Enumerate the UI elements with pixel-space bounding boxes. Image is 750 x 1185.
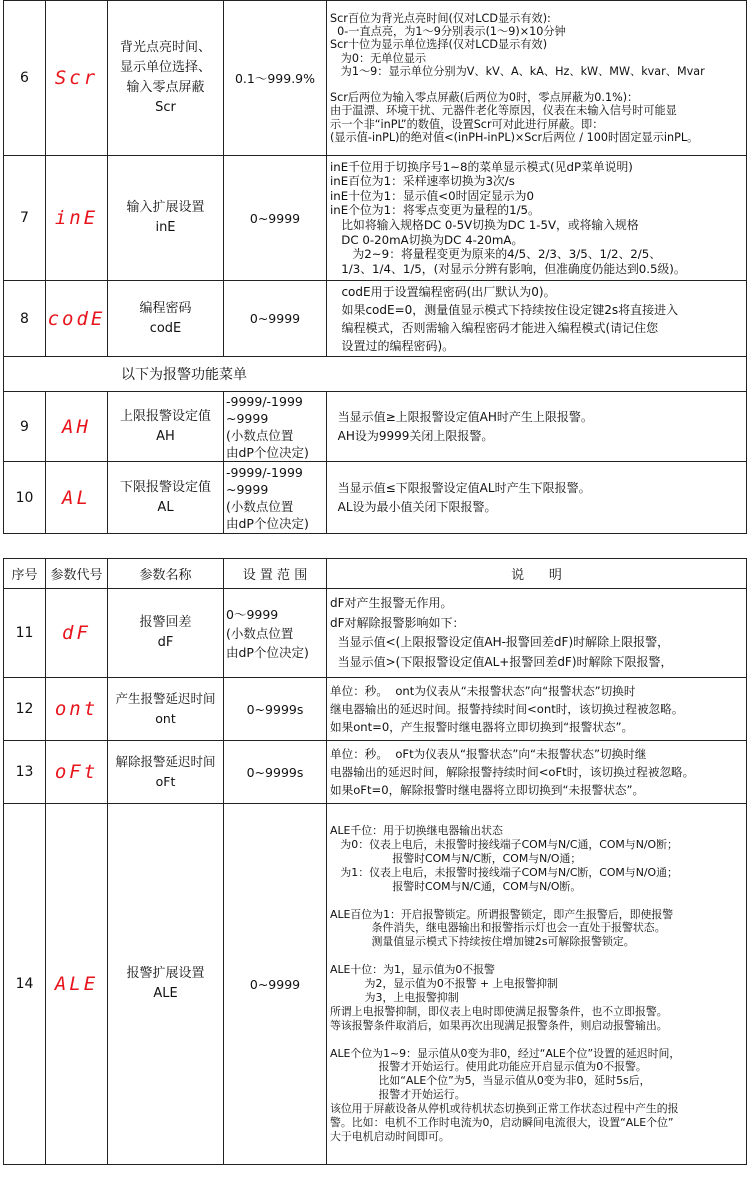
param-range: 0~9999	[224, 156, 327, 281]
param-name-line: 产生报警延迟时间	[115, 691, 216, 706]
param-name-line: Scr	[155, 100, 176, 115]
row-number: 10	[4, 462, 46, 534]
param-name-line: dF	[157, 635, 174, 650]
param-table-bottom	[3, 558, 747, 1165]
param-description: codE用于设置编程密码(出厂默认为0)。 如果codE=0，测量值显示模式下持续按住设定键2s将直接进入 编程模式，否则需输入编程密码才能进入编程模式(请记住您 设置过的编程密码)。	[327, 281, 747, 357]
param-name	[108, 741, 224, 804]
param-name-line: oFt	[155, 774, 176, 789]
param-range: 0~9999	[224, 804, 327, 1165]
param-name-line: ALE	[153, 986, 178, 1001]
row-number: 13	[4, 741, 46, 804]
param-range-line: 由dP个位决定)	[226, 444, 309, 460]
param-name	[108, 462, 224, 534]
param-name-line: inE	[155, 220, 176, 235]
param-name-line: AL	[157, 499, 174, 515]
param-code-display: dF	[46, 589, 108, 678]
param-code-display: codE	[46, 281, 108, 357]
table-row	[4, 392, 747, 462]
param-range-line: 0～9999	[226, 606, 279, 622]
param-description: 当显示值≥上限报警设定值AH时产生上限报警。 AH设为9999关闭上限报警。	[327, 392, 747, 462]
param-name-line: 显示单位选择、	[119, 60, 211, 75]
param-code-display: AH	[46, 392, 108, 462]
param-name	[108, 589, 224, 678]
header-no: 序号	[4, 559, 46, 589]
table-row	[4, 678, 747, 741]
param-code-display: oFt	[46, 741, 108, 804]
param-name-line: 编程密码	[139, 300, 192, 316]
table-row	[4, 281, 747, 357]
param-range-line: (小数点位置	[226, 498, 294, 514]
param-name-line: 输入零点屏蔽	[126, 80, 205, 95]
row-number: 6	[4, 1, 46, 156]
row-number: 8	[4, 281, 46, 357]
param-name-line: codE	[149, 320, 182, 336]
param-code-display: ont	[46, 678, 108, 741]
row-number: 9	[4, 392, 46, 462]
param-range: 0~9999s	[224, 741, 327, 804]
param-name	[108, 804, 224, 1165]
param-description: 单位：秒。 oFt为仪表从“报警状态”向“未报警状态”切换时继 电器输出的延迟时间，解除报警持续时间<oFt时，该切换过程被忽略。 如果oFt=0，解除报警时继电器将立即切换到“未报警状态”。	[327, 741, 747, 804]
table-row	[4, 804, 747, 1165]
header-name: 参数名称	[108, 559, 224, 589]
row-number: 7	[4, 156, 46, 281]
row-number: 12	[4, 678, 46, 741]
param-range	[224, 589, 327, 678]
row-number: 14	[4, 804, 46, 1165]
header-code: 参数代号	[46, 559, 108, 589]
param-description: 当显示值≤下限报警设定值AL时产生下限报警。 AL设为最小值关闭下限报警。	[327, 462, 747, 534]
param-range-line: ~9999	[226, 410, 269, 426]
param-range-line: 由dP个位决定)	[226, 515, 309, 531]
param-name	[108, 392, 224, 462]
param-range-line: -9999/-1999	[226, 393, 303, 409]
param-description: ALE千位：用于切换继电器输出状态 为0：仪表上电后，未报警时接线端子COM与N/C通，COM与N/O断； 报警时COM与N/C断，COM与N/O通； 为1：仪表上电后，未报警时接线端子COM与N/C断，COM与N/O通； 报警时COM与N/C通，COM与N/O断。 ALE百位为1：开启报警锁定。所谓报警锁定，即产生报警后，即使报警 条件消失，继电器输出和报警指示灯也会一直处于报警状态。 测量值显示模式下持续按住增加键2s可解除报警锁定。 ALE十位：为1，显示值为0不报警 为2，显示值为0不报警 + 上电报警抑制 为3，上电报警抑制 所谓上电报警抑制，即仪表上电时即使满足报警条件，也不立即报警。 等该报警条件取消后，如果再次出现满足报警条件，则启动报警输出。 ALE个位为1~9：显示值从0变为非0，经过“ALE个位”设置的延迟时间， 报警才开始运行。使用此功能应开启显示值为0不报警。 比如“ALE个位”为5，当显示值从0变为非0，延时5s后， 报警才开始运行。 该位用于屏蔽设备从停机或待机状态切换到正常工作状态过程中产生的报 警。比如：电机不工作时电流为0，启动瞬间电流很大，设置“ALE个位” 大于电机启动时间即可。	[327, 804, 747, 1165]
param-name	[108, 156, 224, 281]
param-name-line: 输入扩展设置	[126, 200, 205, 215]
header-desc: 说 明	[327, 559, 747, 589]
param-name	[108, 1, 224, 156]
table-row	[4, 589, 747, 678]
param-range-line: (小数点位置	[226, 625, 294, 641]
param-description: dF对产生报警无作用。 dF对解除报警影响如下： 当显示值<(上限报警设定值AH-报警回差dF)时解除上限报警， 当显示值>(下限报警设定值AL+报警回差dF)时解除下限报警，	[327, 589, 747, 678]
param-name	[108, 281, 224, 357]
param-range-line: (小数点位置	[226, 427, 294, 443]
param-range: 0~9999	[224, 281, 327, 357]
param-description: Scr百位为背光点亮时间(仅对LCD显示有效): 0-一直点亮，为1～9分别表示(1～9)×10分钟 Scr十位为显示单位选择(仅对LCD显示有效) 为0：无单位显示 为1～9：显示单位分别为V、kV、A、kA、Hz、kW、MW、kvar、Mvar Scr后两位为输入零点屏蔽(后两位为0时，零点屏蔽为0.1%)： 由于温漂、环境干扰、元器件老化等原因，仪表在未输入信号时可能显 示一个非“inPL”的数值，设置Scr可对此进行屏蔽。即： (显示值-inPL)的绝对值<(inPH-inPL)×Scr后两位 / 100时固定显示inPL。	[327, 1, 747, 156]
param-range-line: -9999/-1999	[226, 464, 303, 480]
param-description: 单位：秒。 ont为仪表从“未报警状态”向“报警状态”切换时 继电器输出的延迟时间。报警持续时间<ont时，该切换过程被忽略。 如果ont=0，产生报警时继电器将立即切换到“报警状态”。	[327, 678, 747, 741]
param-description: inE千位用于切换序号1~8的菜单显示模式(见dP菜单说明) inE百位为1：采样速率切换为3次/s inE十位为1：显示值<0时固定显示为0 inE个位为1：将零点变更为量程的1/5。 比如将输入规格DC 0-5V切换为DC 1-5V，或将输入规格 DC 0-20mA切换为DC 4-20mA。 为2~9：将量程变更为原来的4/5、2/3、3/5、1/2、2/5、 1/3、1/4、1/5，(对显示分辨有影响，但准确度仍能达到0.5级)。	[327, 156, 747, 281]
header-range: 设 置 范 围	[224, 559, 327, 589]
param-range: 0.1～999.9%	[224, 1, 327, 156]
param-range	[224, 392, 327, 462]
param-code-display: AL	[46, 462, 108, 534]
section-title: 以下为报警功能菜单	[4, 357, 747, 392]
table-row	[4, 156, 747, 281]
param-range	[224, 462, 327, 534]
param-table-top	[3, 0, 747, 534]
param-name-line: 下限报警设定值	[119, 479, 211, 495]
param-name-line: 报警回差	[139, 615, 192, 630]
table-row	[4, 741, 747, 804]
param-name-line: 背光点亮时间、	[119, 40, 211, 55]
table-row	[4, 1, 747, 156]
param-code-display: inE	[46, 156, 108, 281]
table-header-row	[4, 559, 747, 589]
param-name-line: ont	[155, 711, 176, 726]
param-range-line: 由dP个位决定)	[226, 644, 309, 660]
table-row	[4, 462, 747, 534]
param-name-line: 上限报警设定值	[119, 408, 211, 424]
param-code-display: ALE	[46, 804, 108, 1165]
param-name-line: 报警扩展设置	[126, 966, 205, 981]
param-code-display: Scr	[46, 1, 108, 156]
row-number: 11	[4, 589, 46, 678]
param-name	[108, 678, 224, 741]
param-name-line: AH	[156, 428, 175, 444]
section-title-row	[4, 357, 747, 392]
param-range: 0~9999s	[224, 678, 327, 741]
param-name-line: 解除报警延迟时间	[115, 754, 216, 769]
param-range-line: ~9999	[226, 481, 269, 497]
